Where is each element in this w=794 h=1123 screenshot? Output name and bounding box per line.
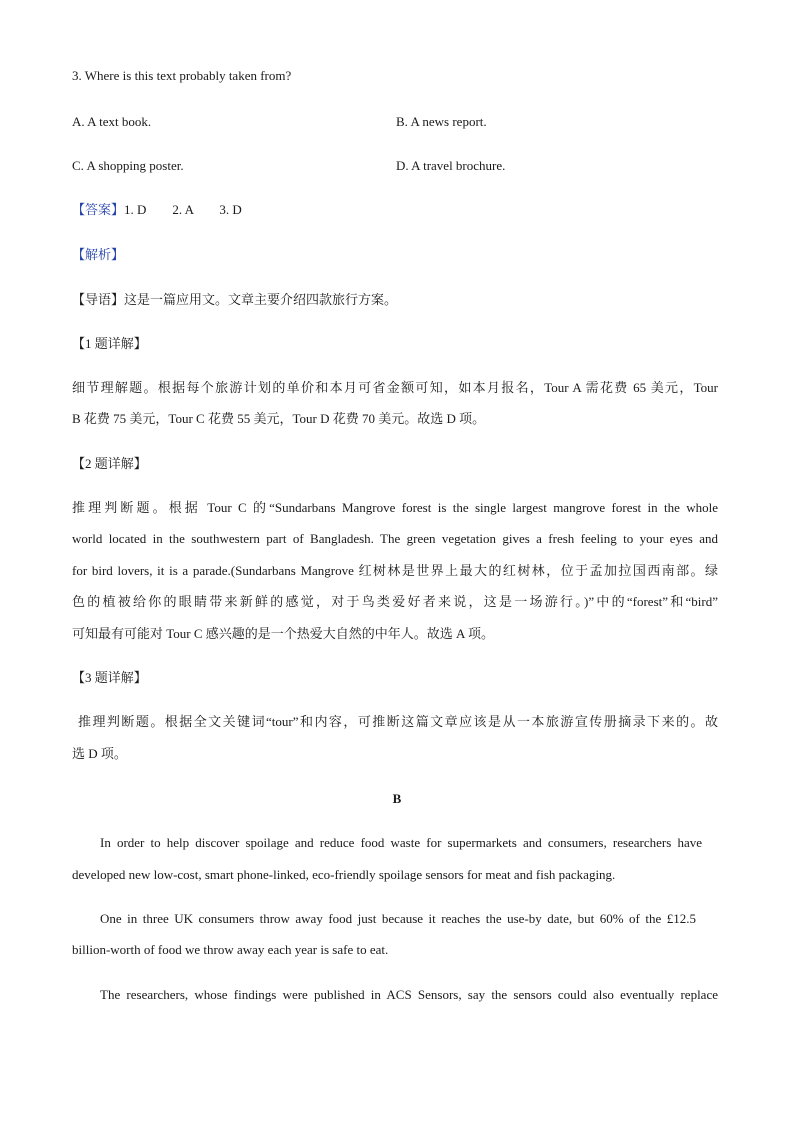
q1-tag: 【1 题详解】	[72, 336, 147, 351]
q3-tag: 【3 题详解】	[72, 670, 147, 685]
guide-line	[72, 292, 397, 308]
q3-line-1: 推理判断题。根据全文关键词“tour”和内容，可推断这篇文章应该是从一本旅游宣传册摘录下来的。故	[78, 714, 718, 729]
guide-tag: 【导语】	[72, 292, 125, 307]
q2-tag: 【2 题详解】	[72, 456, 147, 471]
section-b-p1-line-2: developed new low-cost, smart phone-linked, eco-friendly spoilage sensors for meat and fish packaging.	[72, 867, 616, 882]
option-c: C. A shopping poster.	[72, 158, 184, 173]
q1-line-1: 细节理解题。根据每个旅游计划的单价和本月可省金额可知，如本月报名，Tour A 需花费 65 美元，Tour	[72, 380, 718, 395]
option-b: B. A news report.	[396, 114, 487, 129]
section-b-p2-line-2: billion-worth of food we throw away each year is safe to eat.	[72, 942, 389, 957]
section-b-p1-line-1: In order to help discover spoilage and reduce food waste for supermarkets and consumers, researchers have	[100, 835, 702, 850]
section-b-heading: B	[392, 791, 402, 806]
section-b-p2-line-1: One in three UK consumers throw away food just because it reaches the use-by date, but 60% of the £12.5	[100, 911, 696, 926]
guide-text: 这是一篇应用文。文章主要介绍四款旅行方案。	[124, 292, 398, 307]
q2-line-5: 可知最有可能对 Tour C 感兴趣的是一个热爱大自然的中年人。故选 A 项。	[72, 626, 494, 641]
q2-line-1: 推理判断题。根据 Tour C 的“Sundarbans Mangrove forest is the single largest mangrove forest in the whole	[72, 500, 718, 515]
q2-line-2: world located in the southwestern part of Bangladesh. The green vegetation gives a fresh feeling to your eyes and	[72, 531, 718, 546]
answer-values: 1. D 2. A 3. D	[124, 202, 242, 217]
answer-line	[72, 202, 242, 218]
q1-line-2: B 花费 75 美元，Tour C 花费 55 美元，Tour D 花费 70 美元。故选 D 项。	[72, 411, 486, 426]
section-b-p3-line-1: The researchers, whose findings were published in ACS Sensors, say the sensors could also eventually replace	[100, 987, 718, 1002]
q3-line-2: 选 D 项。	[72, 746, 127, 761]
analysis-tag: 【解析】	[72, 247, 125, 262]
answer-tag: 【答案】	[72, 202, 125, 217]
question-3-stem: 3. Where is this text probably taken from?	[72, 68, 292, 83]
q2-line-4: 色的植被给你的眼睛带来新鲜的感觉，对于鸟类爱好者来说，这是一场游行。)”中的“forest”和“bird”	[72, 594, 718, 609]
q2-line-3: for bird lovers, it is a parade.(Sundarbans Mangrove 红树林是世界上最大的红树林，位于孟加拉国西南部。绿	[72, 563, 718, 578]
option-a: A. A text book.	[72, 114, 152, 129]
option-d: D. A travel brochure.	[396, 158, 506, 173]
